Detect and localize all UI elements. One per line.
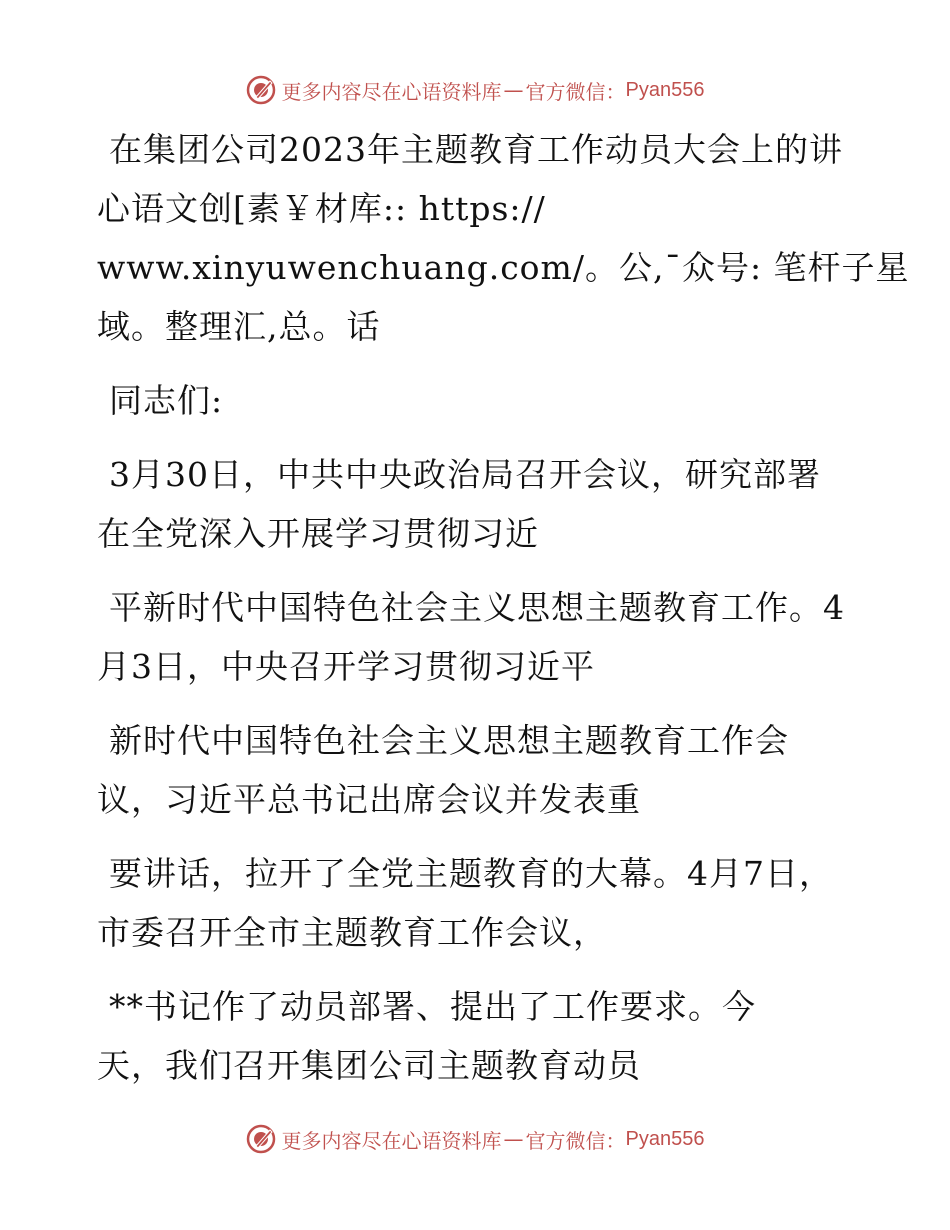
watermark-separator: — bbox=[503, 1127, 524, 1151]
body-paragraph bbox=[97, 977, 857, 1095]
text-line: 市委召开全市主题教育工作会议， bbox=[97, 913, 607, 952]
text-line: 要讲话，拉开了全党主题教育的大幕。4月7日， bbox=[109, 854, 833, 893]
watermark-wechat-id: Pyan556 bbox=[625, 1127, 705, 1150]
text-line: 平新时代中国特色社会主义思想主题教育工作。4 bbox=[109, 588, 845, 627]
header-watermark bbox=[0, 68, 950, 112]
text-line: 在全党深入开展学习贯彻习近 bbox=[97, 514, 539, 553]
quill-logo-icon bbox=[246, 75, 276, 105]
text-line: www.xinyuwenchuang.com/。公,¯众号: 笔杆子星 bbox=[97, 248, 910, 287]
salutation-paragraph bbox=[97, 371, 857, 430]
text-line: 议，习近平总书记出席会议并发表重 bbox=[97, 780, 641, 819]
watermark-wechat-id: Pyan556 bbox=[625, 78, 705, 101]
watermark-wechat-label: 官方微信： bbox=[525, 1128, 626, 1153]
text-line: 心语文创[素￥材库:: https:// bbox=[97, 189, 546, 228]
title-paragraph bbox=[97, 120, 910, 356]
text-line: 3月30日，中共中央政治局召开会议，研究部署 bbox=[109, 455, 821, 494]
watermark-text: 更多内容尽在心语资料库 bbox=[281, 79, 502, 104]
quill-logo-icon bbox=[246, 1124, 276, 1154]
text-line: 在集团公司2023年主题教育工作动员大会上的讲 bbox=[109, 130, 843, 169]
body-paragraph bbox=[97, 445, 857, 563]
text-line: 月3日，中央召开学习贯彻习近平 bbox=[97, 647, 595, 686]
text-line: **书记作了动员部署、提出了工作要求。今 bbox=[109, 987, 756, 1026]
body-paragraph bbox=[97, 578, 857, 696]
footer-watermark bbox=[0, 1117, 950, 1161]
body-paragraph bbox=[97, 844, 857, 962]
watermark-wechat-label: 官方微信： bbox=[525, 79, 626, 104]
document-body bbox=[97, 120, 910, 1110]
watermark-text: 更多内容尽在心语资料库 bbox=[281, 1128, 502, 1153]
text-line: 同志们: bbox=[109, 381, 224, 420]
watermark-separator: — bbox=[503, 78, 524, 102]
text-line: 天，我们召开集团公司主题教育动员 bbox=[97, 1046, 641, 1085]
body-paragraph bbox=[97, 711, 857, 829]
text-line: 新时代中国特色社会主义思想主题教育工作会 bbox=[109, 721, 789, 760]
text-line: 域。整理汇,总。话 bbox=[97, 307, 381, 346]
